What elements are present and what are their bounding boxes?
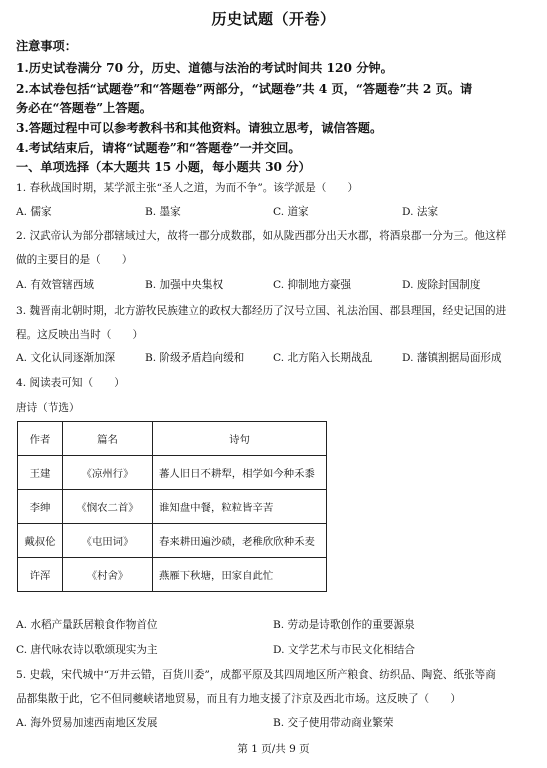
question-1-option-c: C. 道家	[273, 206, 309, 218]
page-footer: 第 1 页/共 9 页	[237, 743, 310, 755]
question-5-option-a: A. 海外贸易加速西南地区发展	[16, 717, 158, 729]
notice-heading: 注意事项：	[16, 39, 77, 53]
question-3-stem-line-1: 3. 魏晋南北朝时期，北方游牧民族建立的政权大都经历了汉号立国、礼法治国、郡县理国，经史记国的进	[16, 305, 507, 317]
page-title: 历史试题（开卷）	[211, 10, 336, 28]
question-5-stem-line-1: 5. 史载，宋代城中“万井云错，百货川委”，成都平原及其四周地区所产粮食、纺织品、陶瓷、纸张等商	[16, 669, 496, 681]
question-3-option-a: A. 文化认同逐渐加深	[16, 352, 116, 364]
table-cell-author: 王建	[18, 456, 63, 490]
question-3-stem-line-2: 程。这反映出当时（ ）	[16, 329, 144, 341]
question-2-stem-line-1: 2. 汉武帝认为部分郡辖域过大，故将一郡分成数郡，如从陇西郡分出天水郡，将酒泉郡一分为三。他这样	[16, 230, 507, 242]
question-4-option-b: B. 劳动是诗歌创作的重要源泉	[273, 619, 415, 631]
question-1-option-a: A. 儒家	[16, 206, 52, 218]
question-2-stem-line-2: 做的主要目的是（ ）	[16, 254, 133, 266]
notice-item-2-cont: 务必在“答题卷”上答题。	[16, 101, 152, 115]
table-row	[18, 524, 327, 558]
question-5-stem-line-2: 品都集散于此，它不但同夔峡诸地贸易，而且有力地支援了汴京及西北市场。这反映了（ ）	[16, 693, 461, 705]
table-cell-title: 《村舍》	[63, 558, 153, 592]
table-header-row	[18, 422, 327, 456]
question-4-option-d: D. 文学艺术与市民文化相结合	[273, 644, 415, 656]
question-1-option-b: B. 墨家	[145, 206, 181, 218]
table-cell-title: 《悯农二首》	[63, 490, 153, 524]
table-cell-verse: 春来耕田遍沙碛，老稚欣欣种禾麦	[153, 524, 327, 558]
table-caption: 唐诗（节选）	[16, 402, 80, 414]
table-cell-author: 许浑	[18, 558, 63, 592]
table-row	[18, 456, 327, 490]
table-row	[18, 490, 327, 524]
question-4-option-a: A. 水稻产量跃居粮食作物首位	[16, 619, 158, 631]
table-header-verse: 诗句	[153, 422, 327, 456]
question-3-option-b: B. 阶级矛盾趋向缓和	[145, 352, 245, 364]
notice-item-4: 4.考试结束后，请将“试题卷”和“答题卷”一并交回。	[16, 141, 301, 155]
notice-item-1: 1.历史试卷满分 70 分，历史、道德与法治的考试时间共 120 分钟。	[16, 61, 393, 75]
question-4-stem: 4. 阅读表可知（ ）	[16, 377, 125, 389]
table-header-author: 作者	[18, 422, 63, 456]
question-3-option-d: D. 藩镇割据局面形成	[402, 352, 502, 364]
table-cell-author: 李绅	[18, 490, 63, 524]
notice-item-2: 2.本试卷包括“试题卷”和“答题卷”两部分，“试题卷”共 4 页，“答题卷”共 2 页。请	[16, 82, 473, 96]
table-cell-title: 《屯田词》	[63, 524, 153, 558]
table-cell-title: 《凉州行》	[63, 456, 153, 490]
table-row	[18, 558, 327, 592]
table-cell-verse: 谁知盘中餐，粒粒皆辛苦	[153, 490, 327, 524]
question-2-option-b: B. 加强中央集权	[145, 279, 224, 291]
table-cell-verse: 蕃人旧日不耕犁，相学如今种禾黍	[153, 456, 327, 490]
question-1-option-d: D. 法家	[402, 206, 439, 218]
table-cell-author: 戴叔伦	[18, 524, 63, 558]
question-2-option-d: D. 废除封国制度	[402, 279, 481, 291]
question-3-option-c: C. 北方陷入长期战乱	[273, 352, 373, 364]
table-cell-verse: 燕雁下秋塘，田家自此忙	[153, 558, 327, 592]
question-1-stem: 1. 春秋战国时期，某学派主张“圣人之道，为而不争”。该学派是（ ）	[16, 182, 359, 194]
question-2-option-a: A. 有效管辖西域	[16, 279, 94, 291]
table-header-title: 篇名	[63, 422, 153, 456]
section-heading: 一、单项选择（本大题共 15 小题，每小题共 30 分）	[16, 160, 311, 174]
poem-table	[17, 421, 327, 592]
notice-item-3: 3.答题过程中可以参考教科书和其他资料。请独立思考，诚信答题。	[16, 121, 383, 135]
question-4-option-c: C. 唐代咏农诗以歌颂现实为主	[16, 644, 158, 656]
question-5-option-b: B. 交子使用带动商业繁荣	[273, 717, 394, 729]
question-2-option-c: C. 抑制地方豪强	[273, 279, 352, 291]
